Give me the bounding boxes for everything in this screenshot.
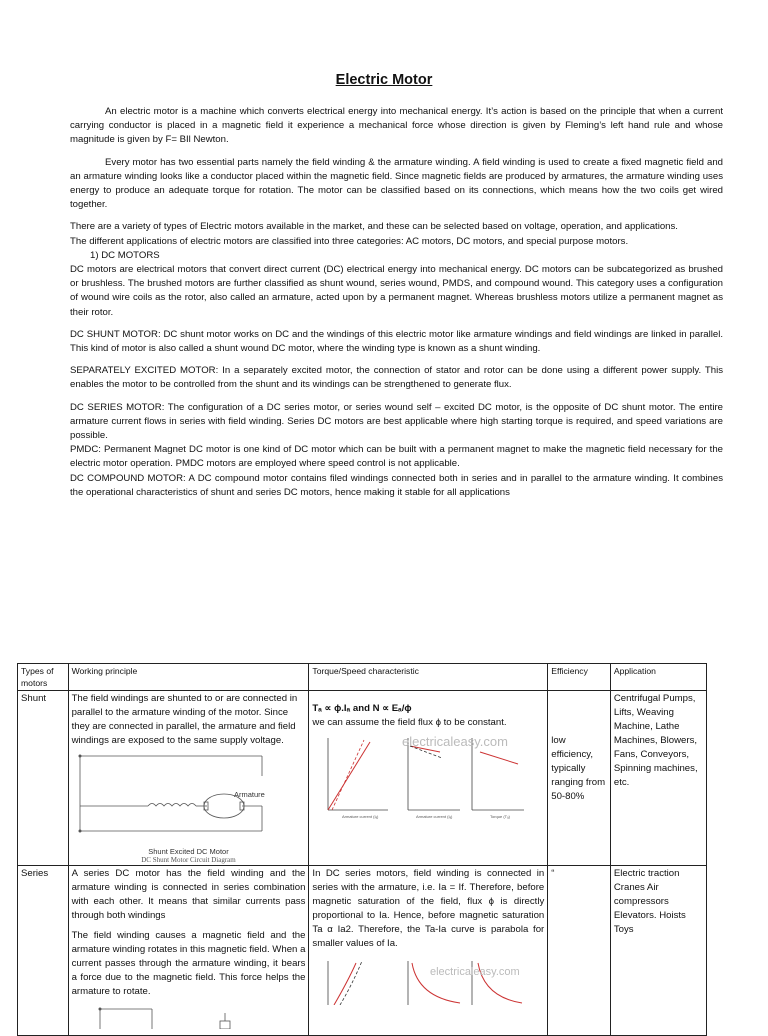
series-principle-1: A series DC motor has the field winding and the armature winding is connected in series combination with each other. It means that similar currents pass through both windings — [71, 868, 306, 921]
list-item-dc-motors: 1) DC MOTORS — [90, 249, 160, 261]
paragraph-pmdc: PMDC: Permanent Magnet DC motor is one kind of DC motor which can be built with a permanent magnet to make the magnetic field necessary for the electric motor operation. PMDC motors are employed where speed control is not applicable. — [70, 444, 723, 470]
paragraph-dc-series: DC SERIES MOTOR: The configuration of a DC series motor, or series wound self – excited DC motor, is the opposite of DC shunt motor. The entire armature current flows in series with field winding. Series DC motors are best applicable where high starting torque is required, and speed variations are possible. — [70, 401, 723, 442]
shunt-fig-caption: Shunt Excited DC Motor — [148, 847, 229, 856]
page-title: Electric Motor — [335, 72, 433, 88]
armature-label: Armature — [234, 790, 265, 799]
header-efficiency: Efficiency — [548, 664, 611, 691]
paragraph-intro: An electric motor is a machine which converts electrical energy into mechanical energy. It’s action is based on the principle that when a current carrying conductor is placed in a magnetic field it experience a mechanical force whose direction is given by Fleming’s left hand rule and whose magnitude is given by F= BIl Newton. — [70, 106, 723, 146]
series-torque-text: In DC series motors, field winding is connected in series with the armature, i.e. Ia = If. Therefore, before magnetic saturation of the field, flux ϕ is directly proportional to Ia. Hence, before magnetic saturation Ta α Ia2. Therefore, the Ta-Ia curve is parabola for smaller values of Ia. — [312, 868, 545, 949]
shunt-graph2-xlabel: Armature current (Iₐ) — [416, 814, 453, 819]
series-principle-2: The field winding causes a magnetic field and the armature winding rotates in this magnetic field. When a current passes through the armature winding, it bears a force due to the magnetic field. This force helps the armature to rotate. — [71, 930, 306, 997]
shunt-efficiency: low efficiency, typically ranging from 50-80% — [551, 735, 606, 802]
series-torque-cell — [309, 866, 548, 1036]
series-efficiency: “ — [548, 866, 611, 1036]
paragraph-types: There are a variety of types of Electric motors available in the market, and these can be selected based on voltage, operation, and applications. — [70, 221, 678, 233]
paragraph-windings: Every motor has two essential parts namely the field winding & the armature winding. A field winding is used to create a fixed magnetic field and an armature winding looks like a conductor placed within the magnetic field. Since magnetic fields are produced by armatures, the armature winding uses energy to produce an adequate torque for rotation. The motor can be classified based on its connections, which means how the two coils get wired together. — [70, 156, 723, 211]
shunt-application: Centrifugal Pumps, Lifts, Weaving Machine, Lathe Machines, Blowers, Fans, Conveyors, Spinning machines, etc. — [610, 691, 706, 866]
series-characteristic-graphs — [312, 951, 538, 1005]
shunt-circuit-diagram — [72, 748, 300, 844]
document-body — [70, 105, 723, 500]
table-header-row — [18, 664, 707, 691]
paragraph-dc-compound: DC COMPOUND MOTOR: A DC compound motor contains filed windings connected both in series and in parallel to the armature winding. It combines the operational characteristics of shunt and series DC motors, hence making it stable for all applications — [70, 472, 723, 498]
shunt-characteristic-graphs — [312, 730, 538, 826]
shunt-principle: The field windings are shunted to or are connected in parallel to the armature winding of the motor. Since they are connected in parallel, the armature and field windings are exposed to the same supply voltage. — [71, 693, 298, 746]
shunt-principle-cell — [68, 691, 309, 866]
series-type: Series — [18, 866, 69, 1036]
header-principle: Working principle — [68, 664, 309, 691]
series-principle-cell — [68, 866, 309, 1036]
header-torque: Torque/Speed characteristic — [309, 664, 548, 691]
shunt-graph3-xlabel: Torque (Tₐ) — [490, 814, 511, 819]
paragraph-separately-excited: SEPARATELY EXCITED MOTOR: In a separately excited motor, the connection of stator and rotor can be done using a different power supply. This enables the motor to be controlled from the shunt and its windings can be strengthened to generate flux. — [70, 365, 723, 391]
header-types: Types of motors — [18, 664, 69, 691]
shunt-type: Shunt — [18, 691, 69, 866]
shunt-graph1-xlabel: Armature current (Iₐ) — [342, 814, 379, 819]
shunt-efficiency-cell — [548, 691, 611, 866]
series-watermark: electricaleasy.com — [430, 966, 521, 978]
series-application: Electric traction Cranes Air compressors Elevators. Hoists Toys — [610, 866, 706, 1036]
shunt-torque-cell — [309, 691, 548, 866]
header-application: Application — [610, 664, 706, 691]
shunt-torque-text: we can assume the field flux ϕ to be constant. — [312, 717, 507, 728]
paragraph-dc-motors: DC motors are electrical motors that convert direct current (DC) electrical energy into mechanical energy. DC motors can be subcategorized as brushed or brushless. The brushed motors are further classified as shunt wound, series wound, PMDS, and compound wound. This category uses a configuration of wound wire coils as the rotor, also called an armature, acted upon by a permanent magnet. Whereas brushless motors utilize a permanent magnet as their rotor. — [70, 264, 723, 318]
series-circuit-diagram — [72, 999, 300, 1029]
motor-comparison-table — [17, 663, 707, 1036]
paragraph-categories: The different applications of electric motors are classified into three categories: AC motors, DC motors, and special purpose motors. — [70, 235, 629, 247]
table-row-shunt — [18, 691, 707, 866]
shunt-fig-caption-2: DC Shunt Motor Circuit Diagram — [141, 856, 236, 864]
paragraph-dc-shunt: DC SHUNT MOTOR: DC shunt motor works on DC and the windings of this electric motor like armature windings and field windings are linked in parallel. This kind of motor is also called a shunt wound DC motor, where the winding type is known as a shunt winding. — [70, 328, 723, 355]
shunt-torque-equation: Tₐ ∝ ϕ.Iₐ and N ∝ Eₐ/ϕ — [312, 703, 412, 714]
shunt-watermark: electricaleasy.com — [402, 734, 509, 749]
table-row-series — [18, 866, 707, 1036]
